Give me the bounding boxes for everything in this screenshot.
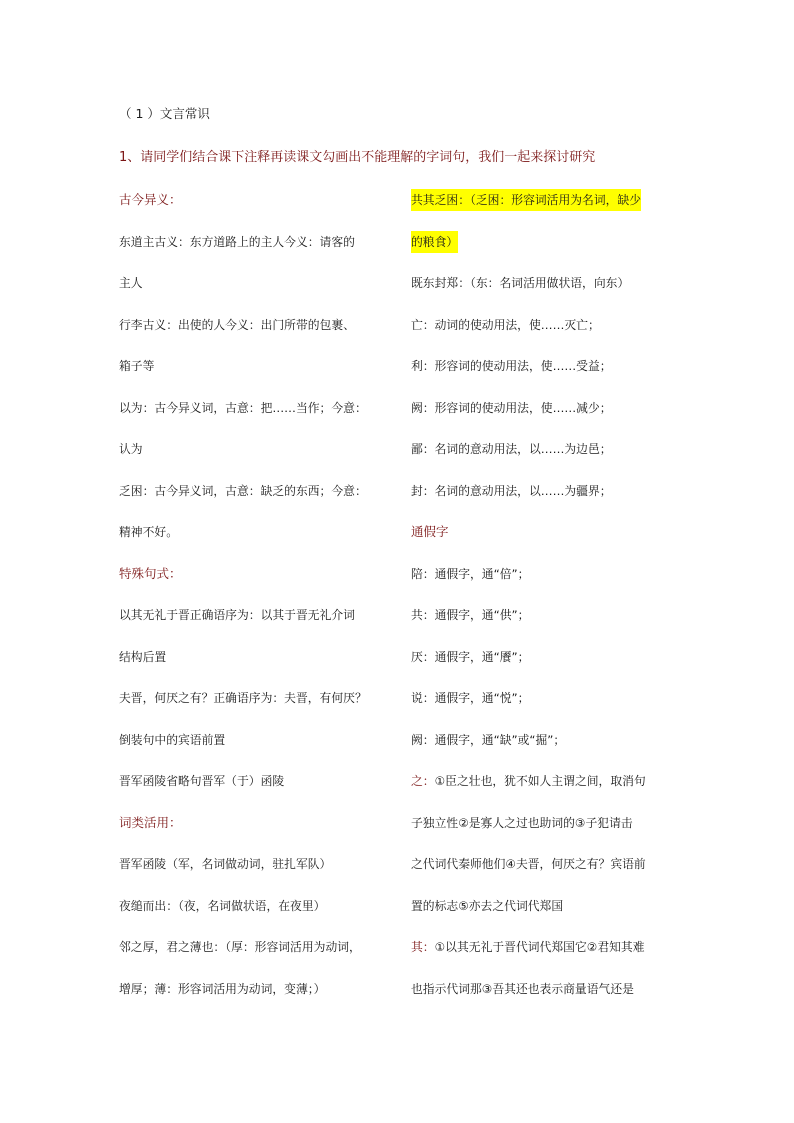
instruction-heading: 1、请同学们结合课下注释再读课文勾画出不能理解的字词句，我们一起来探讨研究	[119, 150, 596, 165]
left-column-line: 行李古义：出使的人今义：出门所带的包裹、	[119, 317, 355, 332]
left-column-line: 以为：古今异义词，古意：把……当作；今意：	[119, 400, 367, 415]
highlighted-text: 的粮食）	[411, 231, 458, 253]
right-column-line: 亡：动词的使动用法，使……灭亡；	[411, 317, 600, 332]
left-column-heading: 词类活用：	[119, 814, 182, 830]
left-column-line: 以其无礼于晋正确语序为：以其于晋无礼介词	[119, 608, 355, 622]
left-column-line: 夜缒而出：（夜，名词做状语，在夜里）	[119, 898, 326, 913]
left-column-line: 乏困：古今异义词，古意：缺乏的东西；今意：	[119, 483, 367, 498]
right-column-line: 封：名词的意动用法，以……为疆界；	[411, 483, 612, 498]
left-column-line: 结构后置	[119, 649, 167, 664]
left-column-line: 认为	[119, 442, 143, 456]
right-column-line	[411, 228, 681, 270]
right-column-line: 鄙：名词的意动用法，以……为边邑；	[411, 442, 612, 456]
left-column-line: 增厚；薄：形容词活用为动词，变薄；）	[119, 981, 326, 996]
right-column-line: 阙：通假字，通“缺”或“掘”；	[411, 732, 566, 747]
right-column-line: 阙：形容词的使动用法，使……减少；	[411, 400, 612, 415]
right-column-line: 置的标志⑤亦去之代词代郑国	[411, 898, 564, 913]
left-column-line: 倒装句中的宾语前置	[119, 732, 226, 747]
left-column-heading: 古今异义：	[119, 192, 182, 207]
keyword-explanation: ①以其无礼于晋代词代郑国它②君知其难	[434, 940, 645, 954]
left-column-line: 夫晋，何厌之有？正确语序为：夫晋，有何厌？	[119, 691, 367, 705]
left-column-line: 箱子等	[119, 359, 155, 373]
highlighted-text: 共其乏困：（乏困：形容词活用为名词，缺少	[411, 189, 641, 211]
keyword-label: 其：	[411, 940, 435, 954]
right-column-heading: 通假字	[411, 524, 449, 539]
left-column-heading: 特殊句式：	[119, 565, 182, 581]
right-column-line	[411, 767, 681, 809]
left-column-line: 东道主古义：东方道路上的主人今义：请客的	[119, 234, 355, 249]
left-column-line: 晋军函陵省略句晋军（于）函陵	[119, 774, 285, 788]
keyword-explanation: ①臣之壮也，犹不如人主谓之间，取消句	[434, 774, 646, 788]
section-title: （ 1 ）文言常识	[119, 106, 210, 121]
right-column-line: 既东封郑：（东：名词活用做状语，向东）	[411, 276, 630, 290]
right-column-line: 也指示代词那③吾其还也表示商量语气还是	[411, 981, 634, 996]
right-column-line	[411, 933, 681, 975]
right-column-line: 之代词代秦师他们④夫晋，何厌之有？宾语前	[411, 857, 646, 871]
keyword-label: 之：	[411, 774, 435, 788]
right-column-line	[411, 186, 681, 228]
right-column-line: 利：形容词的使动用法，使……受益；	[411, 359, 612, 373]
left-column-line: 晋军函陵（军，名词做动词，驻扎军队）	[119, 857, 332, 871]
right-column	[411, 186, 681, 1016]
left-column-line: 邻之厚，君之薄也：（厚：形容词活用为动词，	[119, 940, 361, 954]
right-column-line: 说：通假字，通“悦”；	[411, 691, 530, 705]
right-column-line: 陪：通假字，通“倍”；	[411, 566, 530, 581]
right-column-line: 共：通假字，通“供”；	[411, 608, 530, 622]
left-column-line: 主人	[119, 276, 143, 290]
right-column-line: 子独立性②是寡人之过也助词的③子犯请击	[411, 815, 633, 830]
right-column-line: 厌：通假字，通“餍”；	[411, 649, 530, 664]
left-column-line: 精神不好。	[119, 525, 178, 539]
left-column	[119, 186, 399, 1016]
